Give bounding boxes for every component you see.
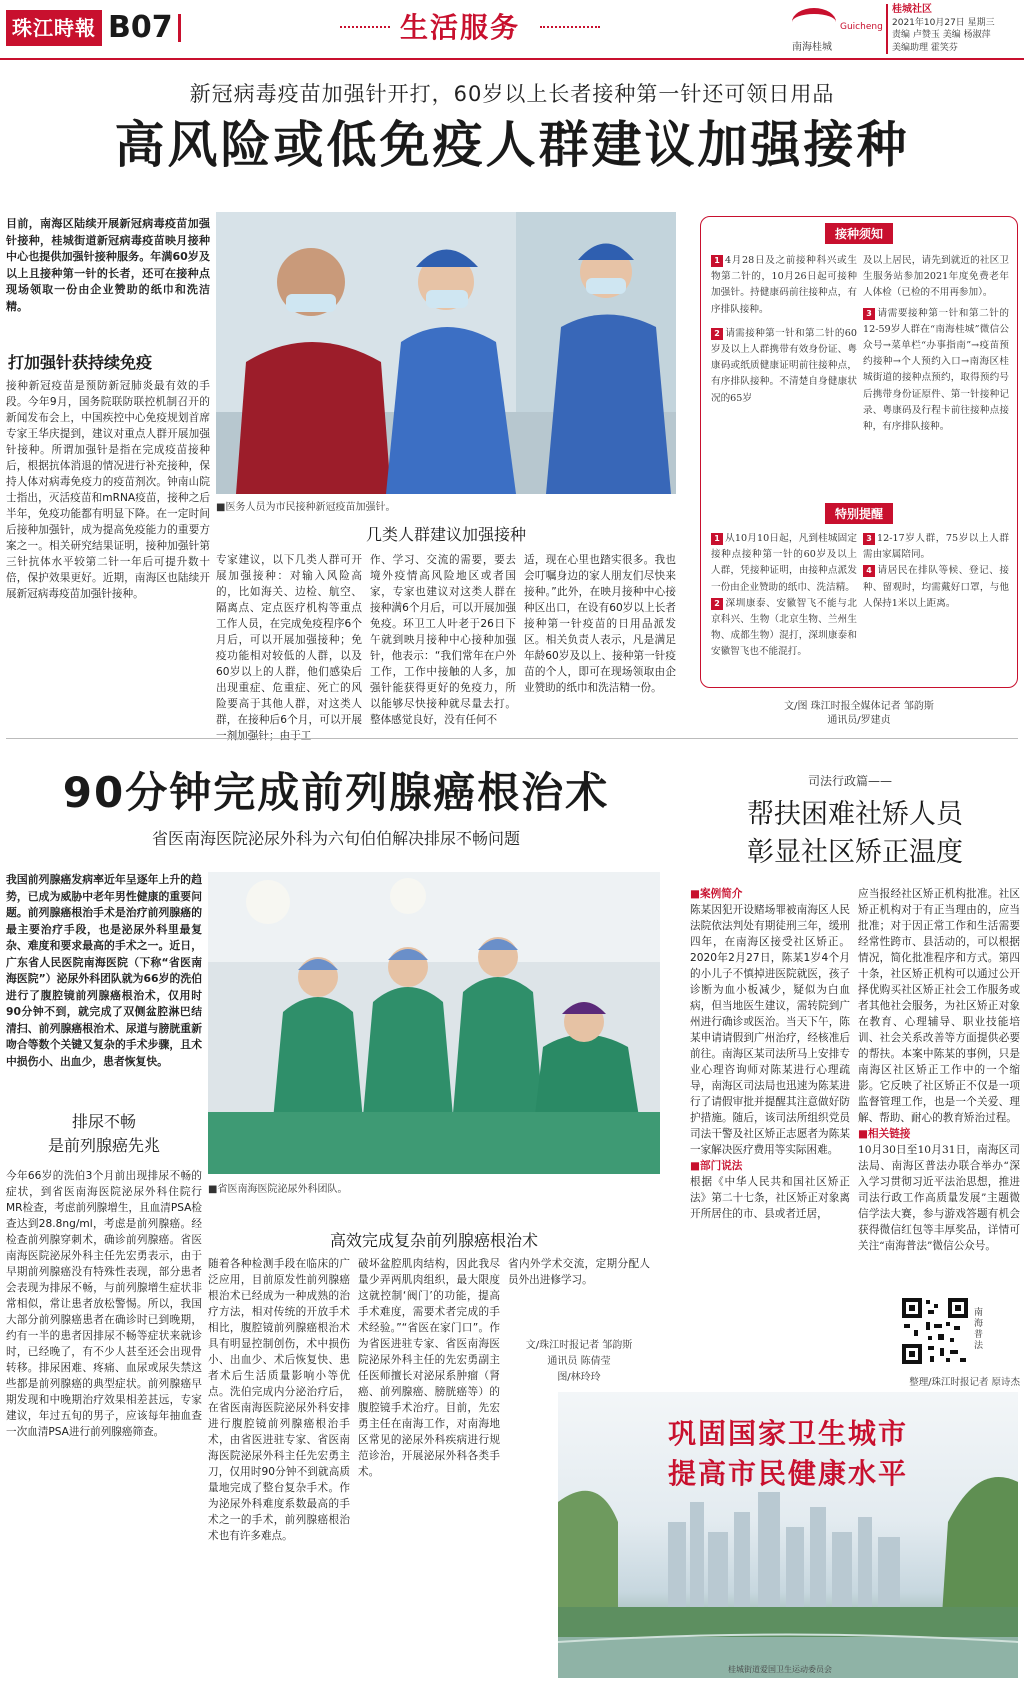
edition-info: [886, 4, 1020, 54]
notice-item-3-text: 请需要接种第一针和第二针的12-59岁人群在“南海桂城”微信公众号→菜单栏“办事指南”→疫苗预约接种→个人预约入口→南海区桂城街道的接种点预约，取得预约号后携带身份证原件、第一针接种记录、粤康码及行程卡前往接种点接种，有序排队接种。: [863, 307, 1009, 433]
story2-column-3: 破坏盆腔肌肉结构，因此我尽量少弄两肌肉组织，最大限度这就控制‘阀门’的功能，提高手术难度，需要术者完成的手术经验。”“省医在家门口”。作为省医进驻专家、省医南海医院泌尿外科主任的先宏勇副主任医师擅长对泌尿系肿瘤（肾癌、前列腺癌、膀胱癌等）的腹腔镜手术治疗。目前，先宏勇主任在南海工作，对南海地区常见的泌尿外科疾病进行规范诊治，开展泌尿外科各类手术。: [358, 1258, 500, 1478]
newspaper-logo: 珠江時報: [6, 10, 102, 46]
story2-subhead-2: 高效完成复杂前列腺癌根治术: [329, 1231, 538, 1250]
story2-lead: 我国前列腺癌发病率近年呈逐年上升的趋势，已成为威胁中老年男性健康的重要问题。前列腺癌根治手术是治疗前列腺癌的最主要治疗手段，也是泌尿外科里最复杂、难度和要求最高的手术之一。近日，广东省人民医院南海医院（下称“省医南海医院”）泌尿外科团队就为66岁的洗伯进行了腹腔镜前列腺癌根治术，仅用时90分钟不到，就完成了双侧盆腔淋巴结清扫、前列腺癌根治术、尿道与膀胱重新吻合等数个关键又复杂的手术步骤，且术中损伤小、出血少，患者恢复快。: [6, 873, 202, 1068]
page-number-divider: [178, 14, 181, 42]
notice-column-2: [863, 253, 1009, 495]
special-item-1: [711, 531, 857, 596]
special-item-3: [863, 531, 1009, 563]
number-badge-icon: 2: [711, 598, 723, 610]
story3-headline-line-1: 帮扶困难社矫人员: [747, 799, 963, 830]
special-item-4-text: 请居民在排队等候、登记、接种、留观时，均需戴好口罩，与他人保持1米以上距离。: [863, 565, 1009, 609]
number-badge-icon: 1: [711, 255, 723, 267]
special-column-1: [711, 531, 857, 681]
section-divider: [6, 738, 1018, 739]
story1-column-1: 接种新冠疫苗是预防新冠肺炎最有效的手段。今年9月，国务院联防联控机制召开的新闻发布会上，中国疾控中心免疫规划首席专家王华庆提到，建议对重点人群开展加强针接种。所谓加强针是指在完成疫苗接种后，根据抗体消退的情况进行补充接种，保持人体对病毒免疫力的疫苗剂次。钟南山院士指出，灭活疫苗和mRNA疫苗，接种之后半年，免疫功能都有明显下降。在一定时间后接种加强针，成为提高免疫能力的重要方案之一。相关研究结果证明，接种加强针第三针抗体水平较第二针一年后可提升数十倍，保护效果更好。近期，南海区也陆续开展新冠病毒疫苗加强针接种。: [6, 380, 210, 600]
story1-byline: [700, 700, 1018, 728]
story2-byline: [508, 1338, 650, 1386]
story1-kicker: 新冠病毒疫苗加强针开打，60岁以上长者接种第一针还可领日用品: [189, 82, 835, 106]
story2-column-1: 今年66岁的洗伯3个月前出现排尿不畅的症状，到省医南海医院泌尿外科住院行MR检查，考虑前列腺增生，且血清PSA检查达到28.8ng/ml，考虑是前列腺癌。经检查前列腺穿刺术，确诊前列腺癌。省医南海医院泌尿外科主任先宏勇表示，由于早期前列腺癌没有特殊性表现，部分患者会表现为排尿不畅，与前列腺增生症状非常相似，常让患者放松警惕。所以，我国大部分前列腺癌患者在确诊时已到晚期，约有一半的患者因排尿不畅等症状来就诊时，已经晚了，有不少人甚至还会出现骨转移。排尿困难、疼痛、血尿或尿失禁这些都是前列腺癌的典型症状。前列腺癌早期发现和中晚期治疗效果相差甚远，专家建议，年过五旬的男子，应该每年抽血查一次血清PSA进行前列腺癌筛查。: [6, 1170, 202, 1438]
story2-subhead-1: 排尿不畅 是前列腺癌先兆: [47, 1112, 160, 1155]
special-item-4: [863, 563, 1009, 612]
story2-byline-photo: 图/林玲玲: [557, 1372, 601, 1383]
editor-line: 责编 卢赞玉 美编 杨淑萍: [892, 30, 991, 40]
qr-code-label: 南海普法: [974, 1308, 984, 1351]
notice-item-3: [863, 306, 1009, 436]
health-city-ad: [558, 1392, 1018, 1678]
guicheng-logo-text: 南海桂城: [792, 42, 832, 53]
special-item-2: [711, 596, 857, 661]
story3-headline: [690, 796, 1020, 872]
special-item-3-text: 12-17岁人群，75岁以上人群需由家属陪同。: [863, 533, 1009, 561]
story2-byline-author: 文/珠江时报记者 邹韵斯: [525, 1340, 633, 1351]
story1-column-2: 专家建议，以下几类人群可开展加强接种：对输入风险高的，比如海关、边检、航空、隔离点、定点医疗机构等重点工作人员，在完成免疫程序6个月后，可以开展加强接种；免疫功能相对较低的人群，以及60岁以上的人群，他们感染后出现重症、危重症、死亡的风险要高于其他人群，对这类人群，在接种后6个月，可以开展一剂加强针；由于工: [216, 554, 362, 742]
page-number: B07: [108, 10, 173, 45]
story2-photo-caption: ■省医南海医院泌尿外科团队。: [208, 1184, 348, 1195]
number-badge-icon: 2: [711, 328, 723, 340]
vaccination-photo-illustration: [216, 212, 676, 494]
story2-deck: 省医南海医院泌尿外科为六旬伯伯解决排尿不畅问题: [151, 829, 520, 848]
number-badge-icon: 3: [863, 533, 875, 545]
qr-code-icon[interactable]: [900, 1296, 970, 1366]
story3-column-2-text: 应当报经社区矫正机构批准。社区矫正机构对于有正当理由的，应当批准；对于因正常工作和生活需要经常性跨市、县活动的，可以根据情况，简化批准程序和方式。第四十条，社区矫正机构可以通过公开择优购买社区矫正社会工作服务或者其他社会服务，为社区矫正对象在教育、心理辅导、职业技能培训、社会关系改善等方面提供必要的帮扶。本案中陈某的事例，只是南海区社区矫正工作中的一个缩影。它反映了社区矫正不仅是一项监督管理工作，也是一个关爱、理解、帮助、耐心的教育矫治过程。: [858, 888, 1020, 1124]
notice-column-1: [711, 253, 857, 495]
story3-kicker: 司法行政篇——: [808, 774, 893, 788]
surgery-team-illustration: [208, 872, 660, 1174]
story1-column-4: 适，现在心里也踏实很多。我也会叮嘱身边的家人朋友们尽快来接种。”此外，在映月接种中心接种区出口，在设有60岁以上长者接种第一针疫苗的日用品派发区。相关负责人表示，凡是满足年龄60岁及以上、接种第一针疫苗的个人，即可在现场领取由企业赞助的纸巾和洗洁精一份。: [524, 554, 676, 694]
story3-column-2: [858, 886, 1020, 1252]
related-link-text: 10月30日至10月31日，南海区司法局、南海区普法办联合举办“深入学习贯彻习近平法治思想，推进司法行政工作高质量发展”主题微信学法大赛，参与游戏答题有机会获得微信红包等丰厚奖品，详情可关注“南海普法”微信公众号。: [858, 1144, 1020, 1252]
assist-line: 美编助理 霍笑芬: [892, 42, 958, 53]
number-badge-icon: 1: [711, 533, 723, 545]
ad-slogan-1: 巩固国家卫生城市: [667, 1417, 908, 1450]
section-dots-left: [340, 26, 390, 28]
guicheng-logo: [792, 8, 882, 52]
surgery-team-photo: [208, 872, 660, 1174]
notice-item-2-text: 请需接种第一针和第二针的60岁及以上人群携带有效身份证、粤康码或纸质健康证明前往接种点，有序排队接种。不清楚自身健康状况的65岁: [711, 327, 857, 404]
case-summary-label: ■案例简介: [690, 888, 743, 900]
case-summary-text: 陈某因犯开设赌场罪被南海区人民法院依法判处有期徒刑三年，缓刑四年，在南海区接受社区矫正。2020年2月27日，陈某1岁4个月的小儿子不慎掉进医院就医，孩子诊断为血小板减少，疑似为白血病，但当地医生建议，需转院到广州进行确诊或医治。当天下午，陈某申请请假到广州治疗，经核准后前往。南海区某司法所马上安排专业心理咨询师对陈某进行心理疏导，南海区司法局也迅速为陈某进行了请假审批并提醒其注意做好防护措施。随后，该司法所组织党员司法干警及社区矫正志愿者为陈某一家解决医疗费用等实际困难。: [690, 904, 850, 1156]
related-link-label: ■相关链接: [858, 1128, 911, 1140]
notice-item-1-text: 4月28日及之前接种科兴或生物第二针的，10月26日起可接种加强针。持健康码前往接种点，有序排队接种。: [711, 255, 857, 315]
story3-credit: 整理/珠江时报记者 原诗杰: [909, 1377, 1020, 1388]
masthead: [0, 0, 1024, 60]
qr-code-graphic: [900, 1296, 970, 1366]
story1-lead: 目前，南海区陆续开展新冠病毒疫苗加强针接种，桂城街道新冠病毒疫苗映月接种中心也提供加强针接种服务。年满60岁及以上且接种第一针的长者，还可在接种点现场领取一份由企业赞助的纸巾和洗洁精。: [6, 217, 210, 313]
notice-item-2: [711, 326, 857, 407]
story1-subhead-2: 几类人群建议加强接种: [365, 525, 526, 544]
story1-subhead-1: 打加强针获持续免疫: [8, 353, 153, 372]
story1-column-3: 作、学习、交流的需要，要去境外疫情高风险地区或者国家，专家也建议对这类人群在接种满6个月后，可以开展加强免疫。环卫工人叶老于26日下午就到映月接种中心接种加强针，他表示：“我们常年在户外工作，工作中接触的人多，加强针能获得更好的免疫力，所以能够尽快接种就尽量去打。整体感觉良好，没有任何不: [370, 554, 516, 726]
notice-item-1: [711, 253, 857, 318]
special-column-2: [863, 531, 1009, 681]
date-line: 2021年10月27日 星期三: [892, 17, 995, 28]
section-dots-right: [540, 26, 600, 28]
story2-column-4: 省内外学术交流，定期分配人员外出进修学习。: [508, 1258, 650, 1286]
story1-photo-caption: ■医务人员为市民接种新冠疫苗加强针。: [216, 502, 396, 513]
ad-slogan-2: 提高市民健康水平: [667, 1457, 908, 1490]
notice-title: 接种须知: [825, 223, 893, 244]
story1-byline-author: 文/图 珠江时报全媒体记者 邹韵斯: [784, 701, 934, 712]
story2-column-2: 随着各种检测手段在临床的广泛应用，目前原发性前列腺癌根治术已经成为一种成熟的治疗方法，相对传统的开放手术相比，腹腔镜前列腺癌根治术具有明显控制创伤，术中损伤小、出血少、术后恢复快、患者术后生活质量影响小等优点。洗伯完成内分泌治疗后，在省医南海医院泌尿外科安排进行腹腔镜前列腺癌根治手术，由省医进驻专家、省医南海医院泌尿外科主任先宏勇主刀，仅用时90分钟不到就高质量地完成了整台复杂手术。作为泌尿外科难度系数最高的手术之一的手术，前列腺癌根治术也有许多难点。: [208, 1258, 350, 1542]
number-badge-icon: 4: [863, 565, 875, 577]
number-badge-icon: 3: [863, 308, 875, 320]
special-reminder-title: 特别提醒: [825, 503, 893, 524]
vaccination-photo: [216, 212, 676, 494]
section-name: 生活服务: [400, 11, 521, 44]
ad-sponsor: 桂城街道爱国卫生运动委员会: [728, 1665, 832, 1674]
special-item-2-text: 深圳康泰、安徽智飞不能与北京科兴、生物（北京生物、兰州生物、成都生物）混打，深圳康泰和安徽智飞也不能混打。: [711, 597, 857, 658]
column-tag: 桂城社区: [892, 4, 932, 15]
story3-column-1: [690, 886, 850, 1306]
guicheng-swoosh-icon: [792, 8, 836, 36]
notice-item-2-cont: 及以上居民，请先到就近的社区卫生服务站参加2021年度免费老年人体检（已检的不用再参加）。: [863, 255, 1009, 299]
story3-headline-line-2: 彰显社区矫正温度: [747, 837, 963, 868]
vaccination-notice-box: [700, 216, 1018, 688]
special-item-1-text: 从10月10日起，凡到桂城固定接种点接种第一针的60岁及以上人群，凭接种证明，由接种点派发一份由企业赞助的纸巾、洗洁精。: [711, 533, 857, 593]
story1-headline: 高风险或低免疫人群建议加强接种: [114, 116, 910, 174]
story2-byline-correspondent: 通讯员 陈倩莹: [547, 1356, 611, 1367]
story1-byline-correspondent: 通讯员/罗建贞: [827, 715, 891, 726]
story2-headline: 90分钟完成前列腺癌根治术: [62, 768, 610, 817]
guicheng-logo-sub: Guicheng: [840, 22, 883, 32]
department-statement-text: 根据《中华人民共和国社区矫正法》第二十七条，社区矫正对象离开所居住的市、县或者迁居，: [690, 1176, 850, 1220]
department-statement-label: ■部门说法: [690, 1160, 743, 1172]
